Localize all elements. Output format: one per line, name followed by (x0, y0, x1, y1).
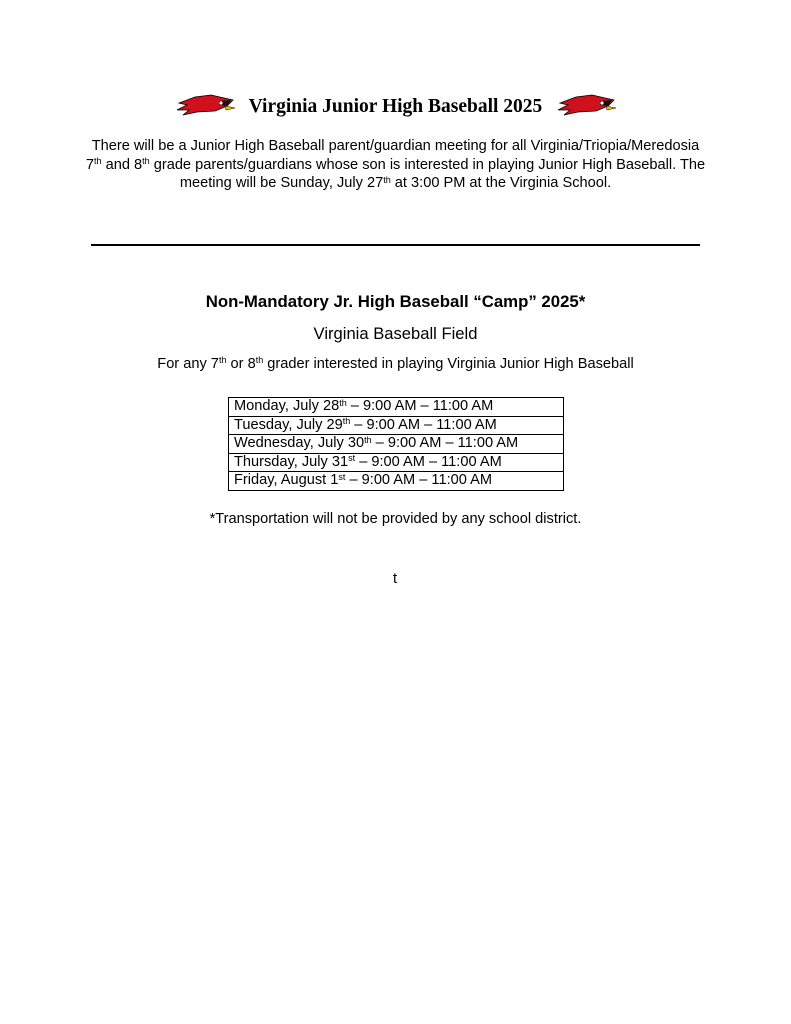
table-row (229, 453, 564, 472)
stray-character: t (393, 571, 398, 587)
camp-schedule-table (228, 397, 564, 491)
table-row (229, 416, 564, 435)
table-row (229, 472, 564, 491)
camp-title: Non-Mandatory Jr. High Baseball “Camp” 2025* (205, 292, 586, 311)
camp-location: Virginia Baseball Field (313, 324, 478, 343)
camp-eligibility: For any 7th or 8th grader interested in playing Virginia Junior High Baseball (157, 355, 634, 372)
schedule-cell: Monday, July 28th – 9:00 AM – 11:00 AM (229, 398, 564, 417)
table-row (229, 435, 564, 454)
transportation-note: *Transportation will not be provided by any school district. (209, 511, 582, 527)
page-title: Virginia Junior High Baseball 2025 (248, 96, 543, 117)
divider (91, 244, 700, 246)
cardinal-head-icon (175, 94, 235, 120)
schedule-cell: Wednesday, July 30th – 9:00 AM – 11:00 AM (229, 435, 564, 454)
cardinal-head-icon (556, 94, 616, 120)
header (0, 94, 791, 120)
schedule-cell: Tuesday, July 29th – 9:00 AM – 11:00 AM (229, 416, 564, 435)
schedule-cell: Thursday, July 31st – 9:00 AM – 11:00 AM (229, 453, 564, 472)
schedule-cell: Friday, August 1st – 9:00 AM – 11:00 AM (229, 472, 564, 491)
table-row (229, 398, 564, 417)
meeting-announcement: There will be a Junior High Baseball parent/guardian meeting for all Virginia/Triopia/Meredosia 7th and 8th grade parents/guardians whose son is interested in playing Junior High Baseball. The meeting will be Sunday, July 27th at 3:00 PM at the Virginia School. (85, 138, 706, 192)
